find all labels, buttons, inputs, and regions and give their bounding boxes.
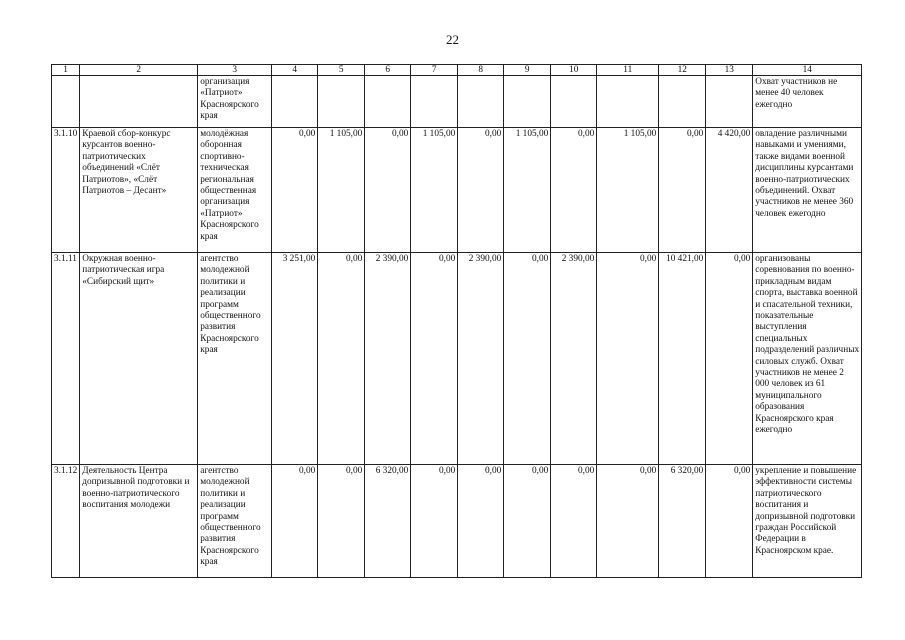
header-cell: 4 [272,65,318,76]
table-row [52,253,862,465]
value-cell: 2 390,00 [551,253,597,465]
row-name: Деятельность Центра допризывной подготовки и военно-патриотического воспитания молодежи [80,465,198,578]
header-cell: 12 [659,65,706,76]
value-cell [458,76,504,128]
value-cell [706,76,753,128]
header-cell: 10 [551,65,597,76]
value-cell: 0,00 [706,465,753,578]
value-cell: 0,00 [551,128,597,253]
value-cell: 1 105,00 [504,128,551,253]
value-cell: 0,00 [504,465,551,578]
value-cell: 0,00 [597,465,659,578]
row-executor: агентство молодежной политики и реализации программ общественного развития Красноярского края [198,253,272,465]
header-cell: 1 [52,65,80,76]
row-code: 3.1.11 [52,253,80,465]
header-row [52,65,862,76]
header-cell: 7 [411,65,458,76]
header-cell: 2 [80,65,198,76]
value-cell: 1 105,00 [411,128,458,253]
header-cell: 9 [504,65,551,76]
value-cell: 0,00 [272,465,318,578]
row-result: укрепление и повышение эффективности системы патриотического воспитания и допризывной подготовки граждан Российской Федерации в Красноярском крае. [753,465,862,578]
row-code [52,76,80,128]
value-cell: 0,00 [318,465,365,578]
value-cell: 1 105,00 [597,128,659,253]
value-cell: 0,00 [365,128,411,253]
value-cell: 4 420,00 [706,128,753,253]
value-cell: 1 105,00 [318,128,365,253]
value-cell: 0,00 [318,253,365,465]
value-cell: 0,00 [411,253,458,465]
value-cell [504,76,551,128]
header-cell: 14 [753,65,862,76]
row-executor: агентство молодежной политики и реализации программ общественного развития Красноярского края [198,465,272,578]
value-cell: 0,00 [706,253,753,465]
value-cell [659,76,706,128]
value-cell: 6 320,00 [365,465,411,578]
row-name: Окружная военно-патриотическая игра «Сибирский щит» [80,253,198,465]
header-cell: 8 [458,65,504,76]
value-cell: 2 390,00 [365,253,411,465]
value-cell: 10 421,00 [659,253,706,465]
row-code: 3.1.12 [52,465,80,578]
value-cell [411,76,458,128]
value-cell: 0,00 [504,253,551,465]
header-cell: 6 [365,65,411,76]
value-cell: 0,00 [597,253,659,465]
row-result: организованы соревнования по военно-прикладным видам спорта, выставка военной и спасательной техники, показательные выступления специальных подразделений различных силовых служб. Охват участников не менее 2 000 человек из 61 муниципального образования Красноярского края ежегодно [753,253,862,465]
row-result: овладение различными навыками и умениями, также видами военной дисциплины курсантами военно-патриотических объединений. Охват участников не менее 360 человек ежегодно [753,128,862,253]
row-code: 3.1.10 [52,128,80,253]
value-cell: 0,00 [458,465,504,578]
table-row [52,465,862,578]
row-name [80,76,198,128]
value-cell: 0,00 [272,128,318,253]
value-cell: 2 390,00 [458,253,504,465]
value-cell: 0,00 [551,465,597,578]
value-cell: 0,00 [411,465,458,578]
table-row [52,76,862,128]
header-cell: 13 [706,65,753,76]
header-cell: 5 [318,65,365,76]
value-cell: 0,00 [659,128,706,253]
value-cell [597,76,659,128]
page-number: 22 [446,32,459,47]
program-table [51,64,862,578]
table-row [52,128,862,253]
value-cell [551,76,597,128]
row-executor: организация «Патриот» Красноярского края [198,76,272,128]
row-name: Краевой сбор-конкурс курсантов военно-патриотических объединений «Слёт Патриотов», «Слёт Патриотов – Десант» [80,128,198,253]
value-cell: 0,00 [458,128,504,253]
value-cell [272,76,318,128]
value-cell: 3 251,00 [272,253,318,465]
row-result: Охват участников не менее 40 человек ежегодно [753,76,862,128]
value-cell [318,76,365,128]
value-cell [365,76,411,128]
row-executor: молодёжная оборонная спортивно-техническая региональная общественная организация «Патриот» Красноярского края [198,128,272,253]
value-cell: 6 320,00 [659,465,706,578]
header-cell: 11 [597,65,659,76]
header-cell: 3 [198,65,272,76]
